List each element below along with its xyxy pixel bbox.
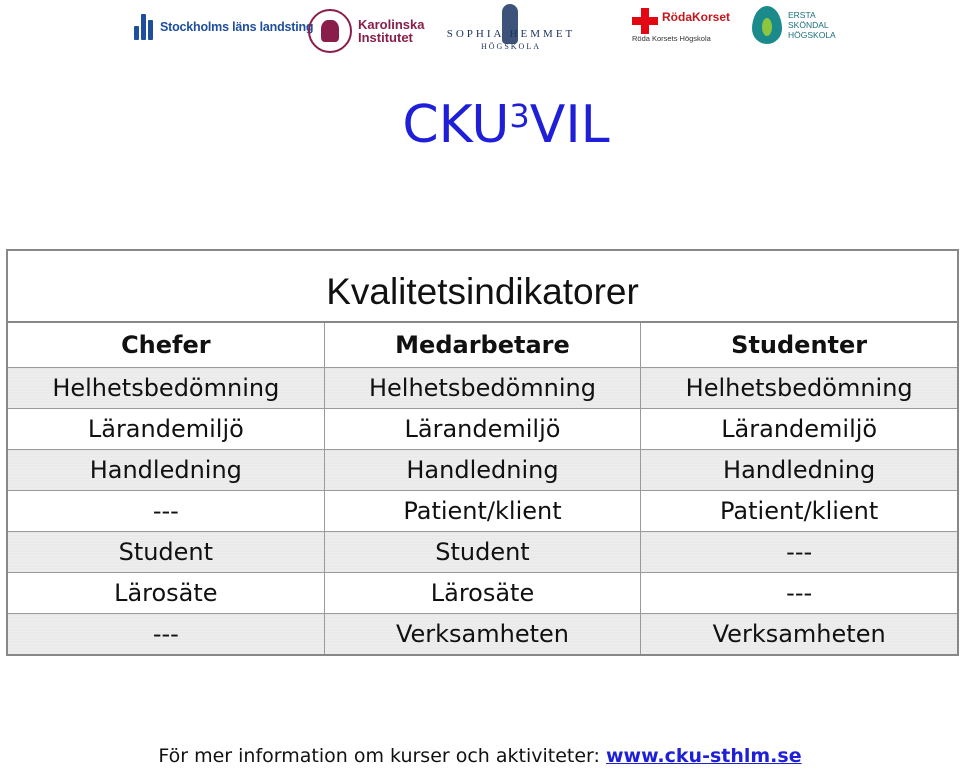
roda-korset-name: RödaKorset bbox=[662, 9, 731, 24]
table-cell: Handledning bbox=[641, 450, 958, 491]
logo-karolinska-institutet bbox=[308, 9, 424, 53]
ersta-drop-icon bbox=[752, 6, 782, 44]
title-rest: VIL bbox=[529, 95, 610, 155]
title-main: CKU bbox=[402, 95, 510, 155]
table-row bbox=[7, 532, 958, 573]
table-cell: Verksamheten bbox=[641, 614, 958, 656]
logo-roda-korset bbox=[632, 8, 741, 43]
table-cell: Patient/klient bbox=[324, 491, 641, 532]
title-superscript: 3 bbox=[509, 97, 530, 135]
table-cell: Student bbox=[324, 532, 641, 573]
table-cell: Lärandemiljö bbox=[641, 409, 958, 450]
table-cell: Patient/klient bbox=[641, 491, 958, 532]
cku-website-link[interactable]: www.cku-sthlm.se bbox=[605, 745, 802, 767]
table-row bbox=[7, 368, 958, 409]
table-cell: Lärandemiljö bbox=[7, 409, 324, 450]
header-chefer: Chefer bbox=[7, 322, 324, 368]
table-cell: Handledning bbox=[324, 450, 641, 491]
logo-ersta-skondal bbox=[752, 6, 836, 44]
table-cell: Helhetsbedömning bbox=[324, 368, 641, 409]
quality-indicators-table bbox=[6, 249, 959, 656]
table-title: Kvalitetsindikatorer bbox=[7, 250, 958, 322]
header-studenter: Studenter bbox=[641, 322, 958, 368]
table-cell: Student bbox=[7, 532, 324, 573]
table-row bbox=[7, 491, 958, 532]
table-cell: Lärosäte bbox=[7, 573, 324, 614]
sophiahemmet-hogskola: HÖGSKOLA bbox=[481, 42, 541, 51]
logo-stockholms-lans-landsting bbox=[134, 14, 313, 40]
ki-logo-text: Karolinska Institutet bbox=[358, 17, 425, 45]
table-cell: --- bbox=[641, 532, 958, 573]
page-title bbox=[0, 95, 960, 155]
footer-text: För mer information om kurser och aktiviteter: bbox=[158, 745, 606, 767]
table-cell: Verksamheten bbox=[324, 614, 641, 656]
sll-logo-text: Stockholms läns landsting bbox=[160, 20, 314, 34]
logo-sophiahemmet bbox=[440, 4, 582, 52]
ersta-logo-text: ERSTA SKÖNDAL HÖGSKOLA bbox=[788, 10, 836, 40]
red-cross-icon bbox=[632, 8, 658, 34]
sophiahemmet-name: SOPHIA HEMMET bbox=[446, 28, 576, 40]
table-cell: Handledning bbox=[7, 450, 324, 491]
table-row bbox=[7, 614, 958, 656]
table-cell: Helhetsbedömning bbox=[641, 368, 958, 409]
ki-seal-icon bbox=[308, 9, 352, 53]
table-row bbox=[7, 450, 958, 491]
table-cell: --- bbox=[7, 491, 324, 532]
logo-bar bbox=[0, 0, 960, 70]
table-row bbox=[7, 409, 958, 450]
header-medarbetare: Medarbetare bbox=[324, 322, 641, 368]
table-cell: --- bbox=[641, 573, 958, 614]
table-cell: Lärandemiljö bbox=[324, 409, 641, 450]
sll-logo-icon bbox=[134, 14, 156, 40]
table-cell: Helhetsbedömning bbox=[7, 368, 324, 409]
roda-korset-sub: Röda Korsets Högskola bbox=[632, 33, 711, 43]
table-row bbox=[7, 573, 958, 614]
table-cell: Lärosäte bbox=[324, 573, 641, 614]
table-header-row bbox=[7, 322, 958, 368]
footer bbox=[0, 745, 960, 767]
table-cell: --- bbox=[7, 614, 324, 656]
